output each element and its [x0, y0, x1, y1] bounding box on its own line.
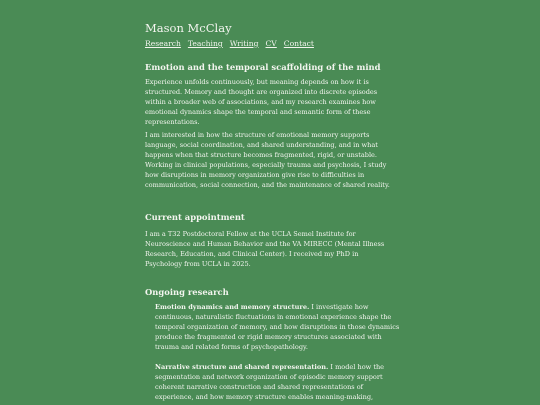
appointment-heading-block — [145, 212, 397, 223]
nav-link-teaching[interactable]: Teaching — [187, 39, 223, 48]
intro-heading-block — [145, 62, 397, 73]
appointment-paragraph: I am a T32 Postdoctoral Fellow at the UCLA Semel Institute for Neuroscience and Human Behavior and the VA MIRECC (Mental Illness Research, Education, and Clinical Center). I received my PhD in Psychology from UCLA in 2025. — [145, 230, 385, 268]
research-item-title: Emotion dynamics and memory structure. — [155, 303, 310, 311]
research-heading-block — [145, 287, 397, 298]
intro-heading: Emotion and the temporal scaffolding of the mind — [145, 62, 381, 72]
research-item-text: I model how the segmentation and network organization of episodic memory support coherent narrative construction and shared representations of experience, and how memory structure enables meaning-making, — [155, 363, 385, 401]
nav-bar — [145, 39, 321, 49]
intro-paragraph: I am interested in how the structure of emotional memory supports language, social coordination, and shared understanding, and in what happens when that structure becomes fragmented, rigid, or unstable. Working in clinical populations, especially trauma and psychosis, I study how disruptions in memory organization give rise to difficulties in communication, social connection, and the maintenance of shared reality. — [145, 131, 390, 189]
appointment-heading: Current appointment — [145, 212, 245, 222]
nav-link-writing[interactable]: Writing — [229, 39, 259, 48]
intro-paragraph: Experience unfolds continuously, but meaning depends on how it is structured. Memory and thought are organized into discrete episodes within a broader web of associations, and my research examines how emotional dynamics shape the temporal and semantic form of these representations. — [145, 78, 378, 126]
site-title[interactable]: Mason McClay — [145, 21, 232, 35]
appointment-paragraph-block — [145, 229, 397, 269]
nav-link-contact[interactable]: Contact — [283, 39, 314, 48]
nav-link-cv[interactable]: CV — [265, 39, 277, 48]
research-item-title: Narrative structure and shared representation. — [155, 363, 329, 371]
research-item-text: I investigate how continuous, naturalistic fluctuations in emotional experience shape the temporal organization of memory, and how disruptions in those dynamics produce the fragmented or rigid memory structures associated with trauma and related forms of psychopathology. — [155, 303, 400, 351]
research-item — [155, 302, 401, 352]
nav-link-research[interactable]: Research — [145, 39, 181, 48]
research-heading: Ongoing research — [145, 287, 229, 297]
research-item — [155, 362, 401, 402]
intro-paragraph-1-block — [145, 77, 397, 127]
intro-paragraph-2-block — [145, 130, 397, 190]
